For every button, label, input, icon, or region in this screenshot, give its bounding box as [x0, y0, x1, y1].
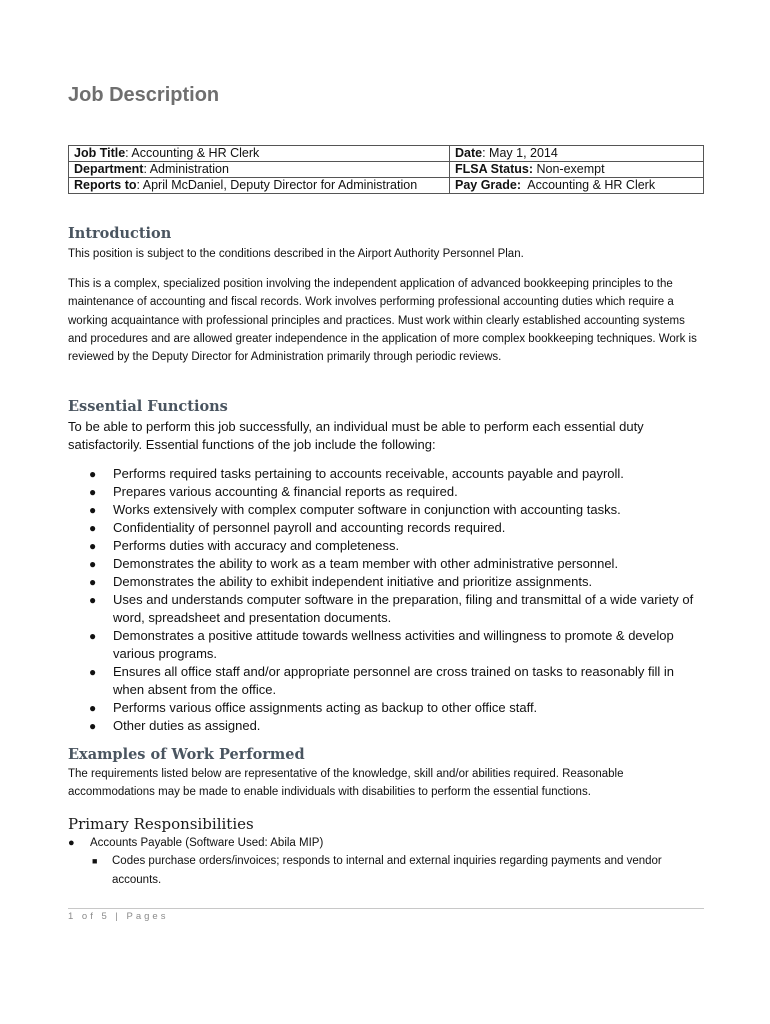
list-item [68, 663, 708, 699]
essential-functions-heading: Essential Functions [68, 398, 228, 415]
page-footer: 1 of 5 | Pages [68, 911, 169, 922]
list-item [68, 591, 708, 627]
field-value: : May 1, 2014 [482, 146, 558, 160]
list-item [68, 717, 708, 735]
list-item [68, 537, 708, 555]
list-item [68, 465, 708, 483]
field-value: : Accounting & HR Clerk [125, 146, 260, 160]
table-row [69, 146, 704, 162]
square-bullet-icon: ■ [92, 856, 98, 867]
bullet-dot-icon: ● [89, 575, 97, 589]
list-item-text: Performs duties with accuracy and completeness. [113, 538, 400, 553]
table-cell [450, 162, 704, 178]
list-item-text: Performs required tasks pertaining to accounts receivable, accounts payable and payroll. [113, 466, 624, 481]
list-item-text: Prepares various accounting & financial reports as required. [113, 484, 458, 499]
list-item [68, 834, 708, 889]
bullet-dot-icon: ● [89, 719, 97, 733]
page-title: Job Description [68, 84, 220, 106]
examples-paragraph: The requirements listed below are representative of the knowledge, skill and/or abilities required. Reasonable accommodations may be made to enable individuals with disabilities to perform the essential functions. [68, 768, 624, 799]
field-value: Non-exempt [533, 162, 605, 176]
table-row [69, 178, 704, 194]
list-item-text: Confidentiality of personnel payroll and accounting records required. [113, 520, 506, 535]
primary-responsibilities-list [68, 834, 708, 889]
essential-functions-intro: To be able to perform this job successfully, an individual must be able to perform each essential duty satisfactorily. Essential functions of the job include the following: [68, 419, 644, 452]
job-info-table [68, 145, 704, 194]
sub-list-item [90, 852, 708, 889]
field-label: Reports to [74, 178, 137, 192]
field-label: Date [455, 146, 483, 160]
field-value: Accounting & HR Clerk [521, 178, 656, 192]
introduction-paragraph-2: This is a complex, specialized position involving the independent application of advanced bookkeeping principles to the maintenance of accounting and fiscal records. Work involves performing professional accounting duties which require a working acquaintance with professional principles and practices. Must work within clearly established accounting systems and procedures and are allowed greater independence in the application of more complex bookkeeping techniques. Work is reviewed by the Deputy Director for Administration primarily through periodic reviews. [68, 278, 697, 364]
essential-functions-list [68, 465, 708, 735]
list-item-text: Other duties as assigned. [113, 718, 261, 733]
list-item-text: Performs various office assignments acting as backup to other office staff. [113, 700, 538, 715]
table-cell [450, 178, 704, 194]
field-value: : April McDaniel, Deputy Director for Administration [136, 178, 418, 192]
bullet-dot-icon: ● [68, 837, 75, 849]
bullet-dot-icon: ● [89, 593, 97, 607]
list-item-text: Demonstrates the ability to work as a team member with other administrative personnel. [113, 556, 619, 571]
list-item [68, 501, 708, 519]
list-item-text: Demonstrates a positive attitude towards wellness activities and willingness to promote & develop various programs. [113, 628, 674, 661]
table-cell [69, 178, 450, 194]
sub-list-item-text: Codes purchase orders/invoices; responds to internal and external inquiries regarding payments and vendor accounts. [112, 855, 662, 886]
footer-divider [68, 908, 704, 909]
bullet-dot-icon: ● [89, 701, 97, 715]
bullet-dot-icon: ● [89, 521, 97, 535]
field-label: Job Title [74, 146, 126, 160]
list-item-text: Demonstrates the ability to exhibit independent initiative and prioritize assignments. [113, 574, 593, 589]
bullet-dot-icon: ● [89, 467, 97, 481]
list-item [68, 573, 708, 591]
bullet-dot-icon: ● [89, 557, 97, 571]
list-item [68, 699, 708, 717]
primary-responsibilities-heading: Primary Responsibilities [68, 815, 254, 833]
list-item-text: Works extensively with complex computer software in conjunction with accounting tasks. [113, 502, 621, 517]
bullet-dot-icon: ● [89, 539, 97, 553]
sub-list [90, 852, 708, 889]
bullet-dot-icon: ● [89, 665, 97, 679]
introduction-paragraph-1: This position is subject to the conditions described in the Airport Authority Personnel Plan. [68, 248, 524, 260]
list-item-text: Ensures all office staff and/or appropriate personnel are cross trained on tasks to reasonably fill in when absent from the office. [113, 664, 674, 697]
table-cell [450, 146, 704, 162]
field-value: : Administration [143, 162, 229, 176]
table-row [69, 162, 704, 178]
list-item [68, 483, 708, 501]
list-item-text: Uses and understands computer software in the preparation, filing and transmittal of a wide variety of word, spreadsheet and presentation documents. [113, 592, 694, 625]
field-label: FLSA Status: [455, 162, 534, 176]
field-label: Department [74, 162, 144, 176]
bullet-dot-icon: ● [89, 629, 97, 643]
list-item [68, 627, 708, 663]
table-cell [69, 146, 450, 162]
table-cell [69, 162, 450, 178]
field-label: Pay Grade: [455, 178, 522, 192]
list-item [68, 519, 708, 537]
examples-heading: Examples of Work Performed [68, 746, 305, 763]
list-item-text: Accounts Payable (Software Used: Abila MIP) [90, 837, 324, 849]
bullet-dot-icon: ● [89, 485, 97, 499]
list-item [68, 555, 708, 573]
bullet-dot-icon: ● [89, 503, 97, 517]
introduction-heading: Introduction [68, 225, 172, 242]
